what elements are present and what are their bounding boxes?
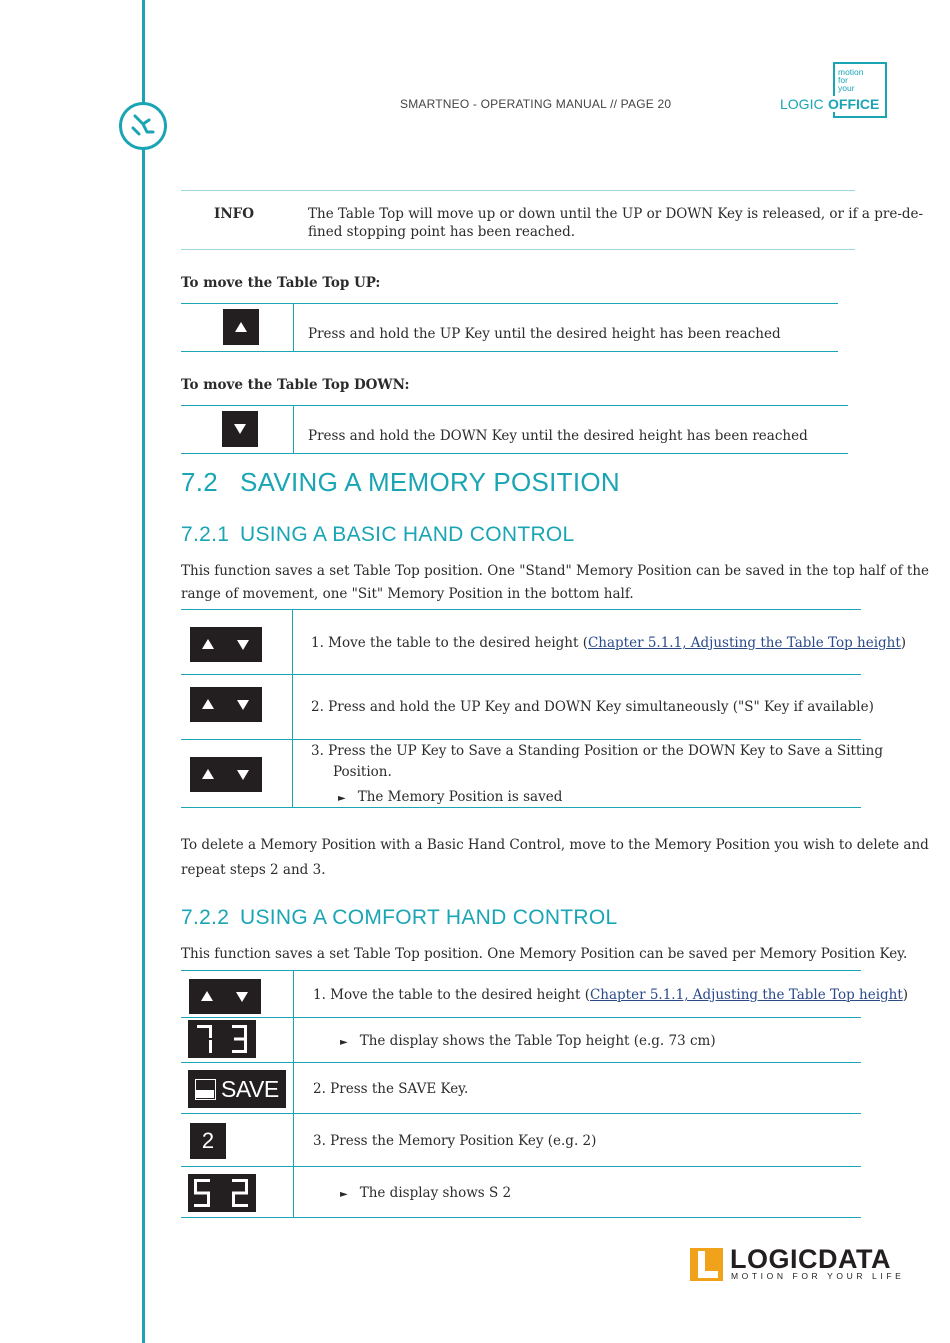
up-down-keys [189, 979, 261, 1014]
column-divider [293, 304, 294, 351]
logic-office-tagline: motion for your [838, 67, 864, 93]
save-square-icon [195, 1079, 216, 1100]
comfort-display-s2-text: ► The display shows S 2 [340, 1185, 512, 1201]
up-down-keys [190, 687, 262, 722]
info-text-line1: The Table Top will move up or down until the UP or DOWN Key is released, or if a pre-de- [308, 206, 924, 222]
chapter-link[interactable]: Chapter 5.1.1, Adjusting the Table Top height [587, 635, 901, 651]
comfort-intro: This function saves a set Table Top position. One Memory Position can be saved per Memory Position Key. [181, 946, 908, 962]
section-title: USING A COMFORT HAND CONTROL [240, 906, 618, 929]
logic-office-logo-logic: LOGIC [780, 96, 824, 112]
up-down-keys [190, 757, 262, 792]
move-up-bottom-rule [181, 351, 838, 352]
down-key [222, 411, 258, 447]
up-down-arrow-icon [190, 627, 262, 662]
info-text-line2: fined stopping point has been reached. [308, 224, 576, 240]
save-key-label: SAVE [221, 1076, 279, 1102]
row-rule [181, 1166, 861, 1167]
down-arrow-icon [222, 411, 258, 447]
move-up-heading: To move the Table Top UP: [181, 275, 381, 291]
up-down-arrow-icon [190, 687, 262, 722]
row-rule [181, 1062, 861, 1063]
memory-display [188, 1174, 256, 1212]
row-rule [181, 739, 861, 740]
up-down-keys [190, 627, 262, 662]
section-number: 7.2 [181, 467, 219, 497]
section-number: 7.2.2 [181, 906, 230, 929]
column-divider [293, 406, 294, 453]
bullet-icon: ► [340, 1037, 348, 1048]
section-number: 7.2.1 [181, 523, 230, 546]
up-arrow-icon [223, 309, 259, 345]
seven-segment-73-icon [188, 1020, 256, 1058]
basic-table-top-rule [181, 609, 861, 610]
logicdata-tagline: MOTION FOR YOUR LIFE [731, 1271, 905, 1281]
move-down-text: Press and hold the DOWN Key until the desired height has been reached [308, 428, 808, 444]
comfort-display-height-text: ► The display shows the Table Top height (e.g. 73 cm) [340, 1033, 716, 1049]
section-7-2-heading [181, 467, 620, 498]
save-key [188, 1070, 286, 1108]
section-title: USING A BASIC HAND CONTROL [240, 523, 575, 546]
comfort-step-3: 3. Press the Memory Position Key (e.g. 2) [313, 1133, 597, 1149]
comfort-step-1: 1. Move the table to the desired height (Chapter 5.1.1, Adjusting the Table Top height) [313, 987, 909, 1003]
basic-step-3-result: ► The Memory Position is saved [338, 789, 563, 805]
column-divider [293, 971, 294, 1217]
move-up-top-rule [181, 303, 838, 304]
memory-position-key: 2 [190, 1123, 226, 1159]
up-key [223, 309, 259, 345]
comfort-step-2: 2. Press the SAVE Key. [313, 1081, 469, 1097]
info-label: INFO [214, 206, 254, 222]
seven-segment-s2-icon [188, 1174, 256, 1212]
move-down-bottom-rule [181, 453, 848, 454]
comfort-table-top-rule [181, 970, 861, 971]
document-header: SMARTNEO - OPERATING MANUAL // PAGE 20 [400, 97, 672, 111]
move-down-top-rule [181, 405, 848, 406]
basic-step-3-line1: 3. Press the UP Key to Save a Standing Position or the DOWN Key to Save a Sitting [311, 743, 884, 759]
info-bottom-rule [181, 249, 855, 250]
bullet-icon: ► [340, 1189, 348, 1200]
section-7-2-2-heading [181, 906, 618, 930]
basic-step-2: 2. Press and hold the UP Key and DOWN Key simultaneously ("S" Key if available) [311, 699, 874, 715]
basic-table-bottom-rule [181, 807, 861, 808]
row-rule [181, 1113, 861, 1114]
logicdata-brand: LOGICDATA [730, 1244, 891, 1274]
basic-intro: This function saves a set Table Top position. One "Stand" Memory Position can be saved in the top half of the range of movement, one "Sit" Memory Position in the bottom half. [181, 563, 930, 602]
up-down-arrow-icon [189, 979, 261, 1014]
logicdata-logo-icon [690, 1248, 723, 1281]
chapter-link[interactable]: Chapter 5.1.1, Adjusting the Table Top height [589, 987, 903, 1003]
section-logo-icon [119, 102, 167, 150]
row-rule [181, 674, 861, 675]
basic-step-1: 1. Move the table to the desired height (Chapter 5.1.1, Adjusting the Table Top height) [311, 635, 907, 651]
move-down-heading: To move the Table Top DOWN: [181, 377, 410, 393]
up-down-arrow-icon [190, 757, 262, 792]
info-top-rule [181, 190, 855, 191]
section-7-2-1-heading [181, 523, 575, 547]
margin-line [142, 0, 145, 1343]
comfort-table-bottom-rule [181, 1217, 861, 1218]
column-divider [292, 610, 293, 808]
bullet-icon: ► [338, 793, 346, 804]
logic-office-logo-office: OFFICE [828, 96, 880, 112]
basic-step-3-line2: Position. [333, 764, 392, 780]
section-title: SAVING A MEMORY POSITION [240, 467, 620, 497]
basic-delete-note: To delete a Memory Position with a Basic Hand Control, move to the Memory Position you wish to delete and repeat steps 2 and 3. [181, 837, 929, 878]
move-up-text: Press and hold the UP Key until the desired height has been reached [308, 326, 781, 342]
height-display [188, 1020, 256, 1058]
row-rule [181, 1017, 861, 1018]
